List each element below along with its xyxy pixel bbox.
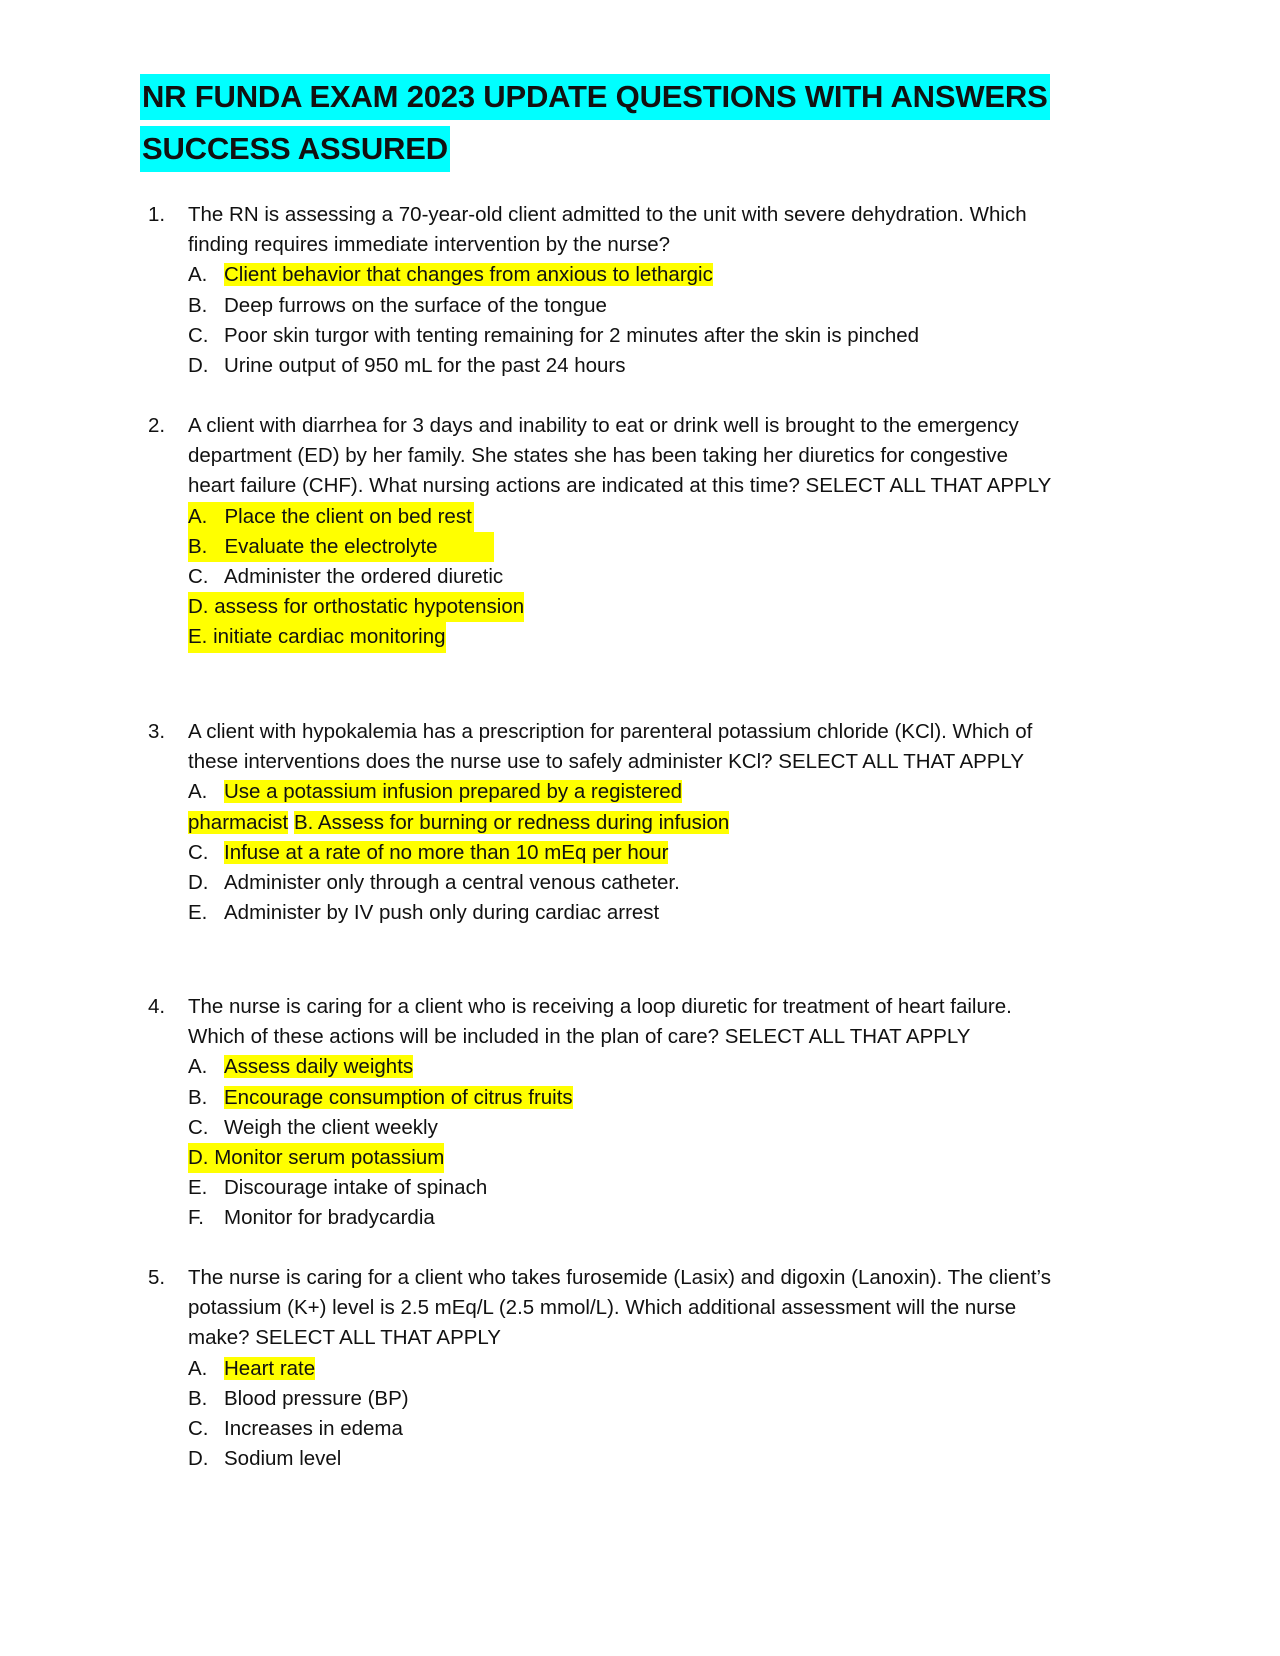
option-text: Blood pressure (BP) xyxy=(224,1386,409,1410)
option-letter: C. xyxy=(188,1416,209,1440)
option-a xyxy=(148,260,1088,290)
option-text: Discourage intake of spinach xyxy=(224,1176,488,1200)
option-letter: D. xyxy=(188,353,209,377)
question-number: 3. xyxy=(148,720,166,743)
option-d xyxy=(148,351,1088,381)
title-line-2: SUCCESS ASSURED xyxy=(140,126,450,172)
option-text-correct: Assess daily weights xyxy=(224,1055,414,1079)
option-text-correct: D. Monitor serum potassium xyxy=(188,1143,444,1173)
stem-line: Which of these actions will be included in the plan of care? SELECT ALL THAT APPLY xyxy=(188,1025,971,1049)
option-text-correct: Place the client on bed rest xyxy=(224,504,472,528)
question-stem xyxy=(148,992,1088,1052)
option-letter: B. xyxy=(188,1386,208,1410)
option-e xyxy=(148,622,1088,652)
option-d xyxy=(148,868,1088,898)
option-c xyxy=(148,1113,1088,1143)
option-text: Poor skin turgor with tenting remaining for 2 minutes after the skin is pinched xyxy=(224,323,920,347)
option-a xyxy=(148,1052,1088,1082)
title-line-1: NR FUNDA EXAM 2023 UPDATE QUESTIONS WITH ANSWERS xyxy=(140,74,1050,120)
stem-line: make? SELECT ALL THAT APPLY xyxy=(188,1326,501,1350)
stem-line: these interventions does the nurse use to safely administer KCl? SELECT ALL THAT APPLY xyxy=(188,750,1025,774)
question-number: 4. xyxy=(148,995,166,1018)
option-b xyxy=(148,1083,1088,1113)
option-text-correct: pharmacist xyxy=(188,810,289,834)
stem-line: potassium (K+) level is 2.5 mEq/L (2.5 mmol/L). Which additional assessment will the nurse xyxy=(188,1296,1017,1320)
option-letter: D. xyxy=(188,1447,209,1471)
option-text-correct: B. Assess for burning or redness during infusion xyxy=(293,810,730,834)
option-letter: A. xyxy=(188,1055,208,1079)
option-letter: C. xyxy=(188,840,209,864)
option-text: Urine output of 950 mL for the past 24 hours xyxy=(224,353,626,377)
option-text-correct: D. assess for orthostatic hypotension xyxy=(188,592,524,622)
stem-line: The RN is assessing a 70-year-old client admitted to the unit with severe dehydration. Which xyxy=(188,203,1027,226)
option-letter: A. xyxy=(188,504,208,528)
option-c xyxy=(148,321,1088,351)
option-letter: B. xyxy=(188,293,208,317)
option-text: Administer only through a central venous catheter. xyxy=(224,870,680,894)
question-stem xyxy=(148,1263,1088,1354)
option-f xyxy=(148,1203,1088,1233)
option-c xyxy=(148,562,1088,592)
option-b xyxy=(148,291,1088,321)
question-stem xyxy=(148,717,1088,777)
stem-line: A client with hypokalemia has a prescription for parenteral potassium chloride (KCl). Which of xyxy=(188,720,1033,743)
option-letter: A. xyxy=(188,780,208,804)
option-highlight xyxy=(188,502,474,532)
option-text: Administer by IV push only during cardiac arrest xyxy=(224,901,660,925)
question-stem xyxy=(148,411,1088,502)
option-letter: E. xyxy=(188,901,208,925)
option-text-correct: Evaluate the electrolyte xyxy=(224,534,438,558)
option-text: Sodium level xyxy=(224,1447,342,1471)
option-b xyxy=(148,1384,1088,1414)
option-text: Weigh the client weekly xyxy=(224,1115,438,1139)
option-text-correct: Infuse at a rate of no more than 10 mEq per hour xyxy=(224,840,669,864)
option-text-correct: Encourage consumption of citrus fruits xyxy=(224,1085,573,1109)
option-text: Increases in edema xyxy=(224,1416,403,1440)
option-letter: B. xyxy=(188,534,208,558)
document-title xyxy=(140,74,1100,178)
option-b-wrapped xyxy=(148,808,1088,838)
stem-line: heart failure (CHF). What nursing actions are indicated at this time? SELECT ALL THAT APPLY xyxy=(188,474,1052,498)
option-letter: A. xyxy=(188,263,208,287)
question-1 xyxy=(148,200,1088,381)
question-2 xyxy=(148,411,1088,653)
stem-line: The nurse is caring for a client who takes furosemide (Lasix) and digoxin (Lanoxin). The client’s xyxy=(188,1266,1051,1289)
option-text-correct: Client behavior that changes from anxious to lethargic xyxy=(224,263,713,287)
option-text-correct: Heart rate xyxy=(224,1356,316,1380)
option-e xyxy=(148,1173,1088,1203)
question-stem xyxy=(148,200,1088,260)
option-letter: F. xyxy=(188,1206,204,1230)
option-c xyxy=(148,1414,1088,1444)
question-number: 2. xyxy=(148,414,166,437)
option-d xyxy=(148,1444,1088,1474)
option-text: Administer the ordered diuretic xyxy=(224,564,504,588)
question-3 xyxy=(148,717,1088,928)
option-text-correct: E. initiate cardiac monitoring xyxy=(188,622,446,652)
question-4 xyxy=(148,992,1088,1234)
option-letter: D. xyxy=(188,870,209,894)
stem-line: finding requires immediate intervention by the nurse? xyxy=(188,233,671,257)
option-letter: C. xyxy=(188,1115,209,1139)
option-highlight xyxy=(188,532,494,562)
option-c xyxy=(148,838,1088,868)
option-a xyxy=(148,502,1088,532)
option-letter: C. xyxy=(188,323,209,347)
option-d xyxy=(148,592,1088,622)
option-text: Monitor for bradycardia xyxy=(224,1206,435,1230)
option-e xyxy=(148,898,1088,928)
question-5 xyxy=(148,1263,1088,1474)
question-number: 1. xyxy=(148,203,166,226)
option-letter: E. xyxy=(188,1176,208,1200)
option-b xyxy=(148,532,1088,562)
question-number: 5. xyxy=(148,1266,166,1289)
option-letter: C. xyxy=(188,564,209,588)
option-d xyxy=(148,1143,1088,1173)
stem-line: department (ED) by her family. She states she has been taking her diuretics for congestive xyxy=(188,444,1009,468)
option-letter: B. xyxy=(188,1085,208,1109)
option-text-correct: Use a potassium infusion prepared by a registered xyxy=(224,780,683,804)
option-text: Deep furrows on the surface of the tongue xyxy=(224,293,607,317)
stem-line: A client with diarrhea for 3 days and inability to eat or drink well is brought to the emergency xyxy=(188,414,1019,437)
option-a xyxy=(148,1354,1088,1384)
stem-line: The nurse is caring for a client who is receiving a loop diuretic for treatment of heart failure. xyxy=(188,995,1012,1018)
option-a xyxy=(148,777,1088,807)
option-letter: A. xyxy=(188,1356,208,1380)
